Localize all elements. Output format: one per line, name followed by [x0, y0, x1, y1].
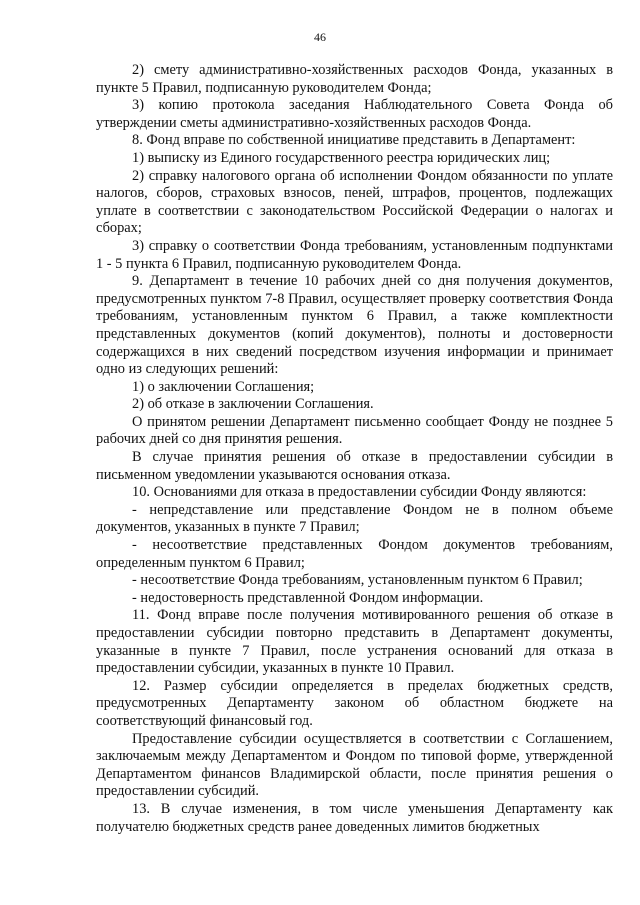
paragraph: 2) справку налогового органа об исполнении Фондом обязанности по уплате налогов, сборов, страховых взносов, пеней, штрафов, процентов, подлежащих уплате в соответствии с законодательством Российской Федерации о налогах и сборах;: [96, 167, 613, 237]
paragraph: 13. В случае изменения, в том числе уменьшения Департаменту как получателю бюджетных средств ранее доведенных лимитов бюджетных: [96, 800, 613, 835]
page-number: 46: [314, 30, 326, 44]
paragraph: 1) выписку из Единого государственного реестра юридических лиц;: [132, 149, 551, 166]
paragraph: 10. Основаниями для отказа в предоставлении субсидии Фонду являются:: [132, 484, 587, 501]
document-body: [96, 62, 613, 836]
paragraph: 2) об отказе в заключении Соглашения.: [132, 396, 374, 413]
paragraph: О принятом решении Департамент письменно сообщает Фонду не позднее 5 рабочих дней со дня принятия решения.: [96, 413, 613, 448]
paragraph: Предоставление субсидии осуществляется в соответствии с Соглашением, заключаемым между Департаментом и Фондом по типовой форме, утвержденной Департаментом финансов Владимирской области, после принятия решения о предоставлении субсидий.: [96, 730, 613, 800]
paragraph: - несоответствие Фонда требованиям, установленным пунктом 6 Правил;: [132, 572, 583, 589]
paragraph: 12. Размер субсидии определяется в пределах бюджетных средств, предусмотренных Департаменту законом об областном бюджете на соответствующий финансовый год.: [96, 677, 613, 729]
paragraph: 11. Фонд вправе после получения мотивированного решения об отказе в предоставлении субсидии повторно представить в Департамент документы, указанные в пункте 7 Правил, после устранения оснований для отказа в предоставлении субсидии, указанных в пункте 10 Правил.: [96, 607, 613, 677]
paragraph: - несоответствие представленных Фондом документов требованиям, определенным пунктом 6 Правил;: [96, 537, 613, 571]
paragraph: 9. Департамент в течение 10 рабочих дней со дня получения документов, предусмотренных пунктом 7-8 Правил, осуществляет проверку соответствия Фонда требованиям, установленным пунктом 6 Правил, а также комплектности представленных документов (копий документов), полноты и достоверности содержащихся в них сведений посредством изучения информации и принимает одно из следующих решений:: [96, 273, 613, 378]
paragraph: 3) справку о соответствии Фонда требованиям, установленным подпунктами 1 - 5 пункта 6 Правил, подписанную руководителем Фонда.: [96, 237, 613, 272]
paragraph: - недостоверность представленной Фондом информации.: [132, 589, 484, 606]
paragraph: 1) о заключении Соглашения;: [132, 378, 315, 395]
paragraph: В случае принятия решения об отказе в предоставлении субсидии в письменном уведомлении указываются основания отказа.: [96, 449, 613, 483]
paragraph: 8. Фонд вправе по собственной инициативе представить в Департамент:: [132, 132, 576, 149]
paragraph: - непредставление или представление Фондом не в полном объеме документов, указанных в пункте 7 Правил;: [96, 501, 613, 536]
paragraph: 2) смету административно-хозяйственных расходов Фонда, указанных в пункте 5 Правил, подписанную руководителем Фонда;: [96, 62, 613, 96]
paragraph: 3) копию протокола заседания Наблюдательного Совета Фонда об утверждении сметы административно-хозяйственных расходов Фонда.: [96, 97, 613, 131]
